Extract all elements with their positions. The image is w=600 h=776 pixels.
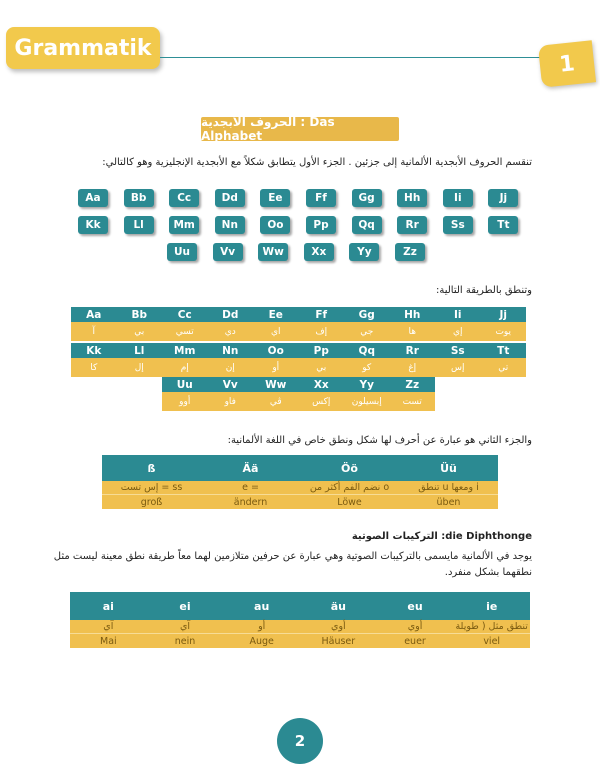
special-example: üben bbox=[436, 496, 461, 508]
grammatik-title-badge: Grammatik bbox=[6, 27, 160, 69]
pron-letter: Pp bbox=[299, 343, 345, 358]
pronunciation-row bbox=[71, 343, 526, 377]
letter-tile: Pp bbox=[306, 216, 336, 234]
pronunciation-cell bbox=[162, 377, 208, 411]
pronunciation-cell bbox=[117, 307, 163, 341]
special-header: Ää bbox=[242, 461, 259, 475]
letter-tile: Uu bbox=[167, 243, 197, 261]
pron-arabic: كا bbox=[71, 358, 117, 377]
pron-letter: Kk bbox=[71, 343, 117, 358]
pron-arabic: إي bbox=[435, 322, 481, 341]
diph-pronunciation: آي bbox=[103, 621, 114, 632]
pron-arabic: إبسيلون bbox=[344, 392, 390, 411]
diph-pronunciation: أوي bbox=[407, 621, 423, 632]
diph-example: euer bbox=[404, 635, 426, 647]
letter-tile: Rr bbox=[397, 216, 427, 234]
pronunciation-cell bbox=[390, 377, 436, 411]
pron-arabic: تست bbox=[390, 392, 436, 411]
pron-letter: Uu bbox=[162, 377, 208, 392]
letter-tile: Bb bbox=[124, 189, 154, 207]
pron-arabic: بي bbox=[299, 358, 345, 377]
special-example: groß bbox=[140, 496, 163, 508]
diph-example: Auge bbox=[249, 635, 274, 647]
special-header: Üü bbox=[440, 461, 457, 475]
pronunciation-cell bbox=[344, 377, 390, 411]
pronunciation-cell bbox=[253, 377, 299, 411]
pronunciation-cell bbox=[162, 343, 208, 377]
pron-letter: Yy bbox=[344, 377, 390, 392]
diphthonge-text-1: يوجد في الألمانية مايسمى بالتركيبات الصوتية وهي عبارة عن حرفين متلازمين لهما معاً طريقة نطق معينة ليست مثل bbox=[53, 551, 532, 562]
letter-tile: Mm bbox=[169, 216, 199, 234]
pronunciation-cell bbox=[390, 343, 436, 377]
pronunciation-cell bbox=[299, 343, 345, 377]
pron-letter: Dd bbox=[208, 307, 254, 322]
pron-arabic: أو bbox=[253, 358, 299, 377]
header-divider bbox=[160, 57, 540, 58]
chapter-number-badge: 1 bbox=[538, 40, 596, 87]
pronunciation-cell bbox=[299, 307, 345, 341]
pron-letter: Bb bbox=[117, 307, 163, 322]
diph-pronunciation: أوي bbox=[331, 621, 346, 632]
pron-arabic: يوت bbox=[481, 322, 527, 341]
letter-tile: Cc bbox=[169, 189, 199, 207]
pron-letter: Vv bbox=[208, 377, 254, 392]
letter-tile: Oo bbox=[260, 216, 290, 234]
letter-tile: Jj bbox=[488, 189, 518, 207]
pronunciation-row bbox=[162, 377, 435, 411]
pron-letter: Rr bbox=[390, 343, 436, 358]
pronunciation-cell bbox=[435, 343, 481, 377]
pronunciation-cell bbox=[481, 343, 527, 377]
letter-tile: Qq bbox=[352, 216, 382, 234]
pron-letter: Ll bbox=[117, 343, 163, 358]
diph-pronunciation: تنطق مثل ( طويلة bbox=[455, 621, 528, 632]
letter-tile: Ii bbox=[443, 189, 473, 207]
pron-arabic: إم bbox=[162, 358, 208, 377]
pron-letter: Hh bbox=[390, 307, 436, 322]
pronunciation-cell bbox=[253, 343, 299, 377]
pron-arabic: إف bbox=[299, 322, 345, 341]
pronunciation-cell bbox=[208, 307, 254, 341]
pron-arabic: إغ bbox=[390, 358, 436, 377]
diph-header: ai bbox=[102, 599, 114, 613]
letter-tile: Ee bbox=[260, 189, 290, 207]
special-pronunciation: نضم الفم أكثر من o bbox=[309, 482, 390, 493]
pron-letter: Xx bbox=[299, 377, 345, 392]
alphabet-section-title: الحروف الأبجدية : Das Alphabet bbox=[201, 117, 399, 141]
pron-letter: Tt bbox=[481, 343, 527, 358]
special-letters-intro: والجزء الثاني هو عبارة عن أحرف لها شكل ونطق خاص في اللغة الألمانية: bbox=[227, 435, 532, 446]
letter-tile: Vv bbox=[213, 243, 243, 261]
pron-arabic: دي bbox=[208, 322, 254, 341]
pron-letter: Aa bbox=[71, 307, 117, 322]
letter-tile: Xx bbox=[304, 243, 334, 261]
pron-arabic: تي bbox=[481, 358, 527, 377]
pron-arabic: أوو bbox=[162, 392, 208, 411]
letter-tile: Dd bbox=[215, 189, 245, 207]
pronunciation-cell bbox=[344, 343, 390, 377]
letter-tile: Kk bbox=[78, 216, 108, 234]
pron-letter: Ff bbox=[299, 307, 345, 322]
letter-tile: Ll bbox=[124, 216, 154, 234]
pronunciation-cell bbox=[208, 343, 254, 377]
pron-arabic: إل bbox=[117, 358, 163, 377]
diph-pronunciation: أو bbox=[258, 621, 266, 632]
diphthonge-table bbox=[70, 592, 530, 648]
special-example: Löwe bbox=[337, 496, 362, 508]
diph-header: äu bbox=[330, 599, 346, 613]
special-header: Öö bbox=[341, 461, 358, 475]
diph-header: ei bbox=[179, 599, 191, 613]
pronunciation-cell bbox=[344, 307, 390, 341]
pron-arabic: كو bbox=[344, 358, 390, 377]
diph-example: viel bbox=[483, 635, 501, 647]
pron-arabic: اي bbox=[253, 322, 299, 341]
pron-letter: Qq bbox=[344, 343, 390, 358]
pronunciation-cell bbox=[71, 343, 117, 377]
pron-letter: Gg bbox=[344, 307, 390, 322]
pron-letter: Zz bbox=[390, 377, 436, 392]
special-example: ändern bbox=[233, 496, 268, 508]
pron-letter: Mm bbox=[162, 343, 208, 358]
pron-letter: Ii bbox=[435, 307, 481, 322]
pron-arabic: ڤي bbox=[253, 392, 299, 411]
pronunciation-cell bbox=[71, 307, 117, 341]
letter-tile: Tt bbox=[488, 216, 518, 234]
letter-tile: Gg bbox=[352, 189, 382, 207]
pron-arabic: إن bbox=[208, 358, 254, 377]
pron-arabic: جي bbox=[344, 322, 390, 341]
letter-tile: Zz bbox=[395, 243, 425, 261]
diph-pronunciation: آي bbox=[179, 621, 191, 632]
pron-letter: Jj bbox=[481, 307, 527, 322]
pron-letter: Cc bbox=[162, 307, 208, 322]
pronunciation-cell bbox=[117, 343, 163, 377]
pronunciation-row bbox=[71, 307, 526, 341]
letter-tile: Hh bbox=[397, 189, 427, 207]
special-pronunciation: إس تست = ss bbox=[120, 482, 183, 493]
letter-tile: Nn bbox=[215, 216, 245, 234]
letter-tile: Aa bbox=[78, 189, 108, 207]
special-pronunciation: e = bbox=[242, 482, 259, 493]
diph-header: eu bbox=[407, 599, 423, 613]
pron-arabic: ها bbox=[390, 322, 436, 341]
pronunciation-cell bbox=[481, 307, 527, 341]
diphthonge-title: التركيبات الصوتية :die Diphthonge bbox=[351, 531, 532, 542]
special-header: ß bbox=[147, 461, 156, 475]
pron-arabic: فاو bbox=[208, 392, 254, 411]
intro-text: تنقسم الحروف الأبجدية الألمانية إلى جزئين . الجزء الأول يتطابق شكلاً مع الأبجدية الإنجليزية وهو كالتالي: bbox=[102, 157, 532, 168]
pron-letter: Ww bbox=[253, 377, 299, 392]
special-letters-table bbox=[102, 455, 498, 509]
diphthonge-text-2: نطقهما بشكل منفرد. bbox=[444, 567, 532, 578]
diph-example: Häuser bbox=[321, 635, 356, 647]
pron-arabic: تسي bbox=[162, 322, 208, 341]
letter-tile: Ff bbox=[306, 189, 336, 207]
diph-header: au bbox=[254, 599, 270, 613]
page-number: 2 bbox=[277, 718, 323, 764]
pron-letter: Nn bbox=[208, 343, 254, 358]
pron-arabic: آ bbox=[71, 322, 117, 341]
diph-header: ie bbox=[486, 599, 498, 613]
pronunciation-cell bbox=[253, 307, 299, 341]
diph-example: Mai bbox=[100, 635, 117, 647]
letter-tile: Ss bbox=[443, 216, 473, 234]
pron-letter: Ee bbox=[253, 307, 299, 322]
special-pronunciation: تنطق u ومعها i bbox=[418, 482, 479, 493]
pron-arabic: بي bbox=[117, 322, 163, 341]
pron-letter: Ss bbox=[435, 343, 481, 358]
pronunciation-cell bbox=[390, 307, 436, 341]
letter-tile: Ww bbox=[258, 243, 288, 261]
letter-tile: Yy bbox=[349, 243, 379, 261]
pronunciation-intro: وتنطق بالطريقة التالية: bbox=[435, 285, 532, 296]
pron-letter: Oo bbox=[253, 343, 299, 358]
pronunciation-cell bbox=[208, 377, 254, 411]
diph-example: nein bbox=[174, 635, 196, 647]
pronunciation-cell bbox=[435, 307, 481, 341]
pronunciation-cell bbox=[162, 307, 208, 341]
pron-arabic: إس bbox=[435, 358, 481, 377]
pronunciation-cell bbox=[299, 377, 345, 411]
pron-arabic: إكس bbox=[299, 392, 345, 411]
